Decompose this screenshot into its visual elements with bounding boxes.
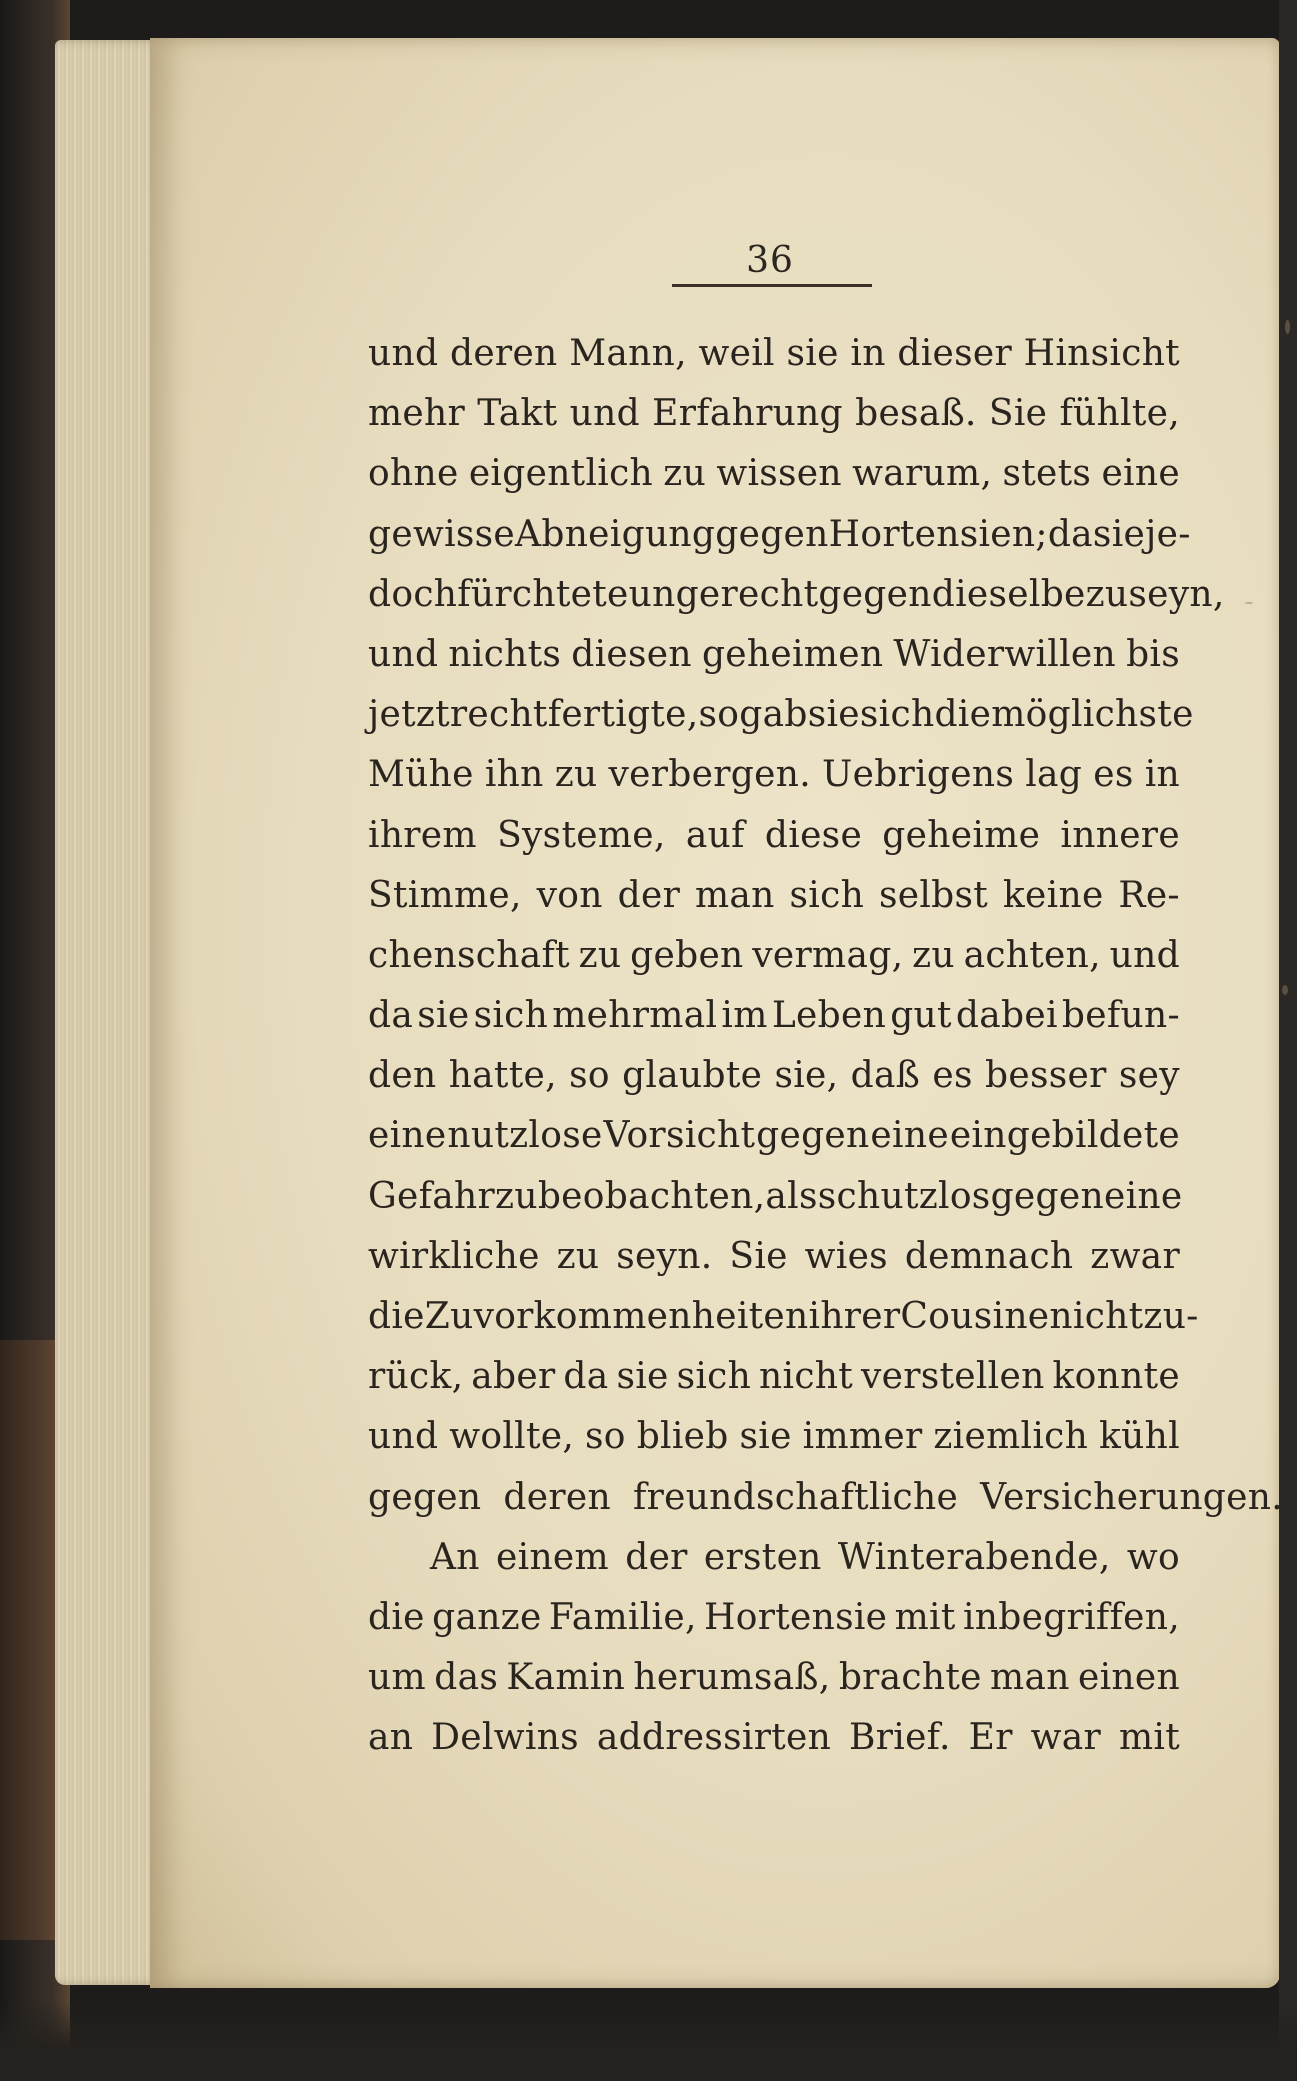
word: auf (685, 814, 745, 856)
word: mehr (368, 393, 466, 435)
text-line (368, 685, 1194, 745)
word: konnte (1052, 1356, 1180, 1398)
word: die (368, 1596, 425, 1638)
bottom-margin-edge (0, 2001, 1297, 2081)
word: rück, (368, 1356, 464, 1398)
word: stets (1002, 453, 1092, 495)
word: Er (968, 1717, 1013, 1759)
word: und (569, 393, 640, 435)
word: Delwins (431, 1717, 579, 1759)
word: wies (804, 1235, 888, 1277)
word: wirkliche (368, 1235, 540, 1277)
word: nichts (448, 633, 562, 675)
word: zu (578, 934, 622, 976)
word: glaubte (622, 1055, 763, 1097)
word: dieser (897, 333, 1012, 374)
word: Familie, (548, 1596, 697, 1638)
word: daß (850, 1055, 921, 1097)
paper-speck (1282, 985, 1288, 995)
text-line (368, 384, 1180, 444)
word: und (368, 1416, 439, 1458)
word: in (1144, 754, 1180, 796)
word: mit (1118, 1717, 1180, 1759)
word: Takt (477, 393, 558, 435)
word: sie (1092, 513, 1146, 555)
word: sich (789, 874, 865, 916)
word: man (694, 874, 775, 916)
word: eine (870, 1115, 949, 1157)
word: zu (556, 1235, 600, 1277)
word: besaß. (855, 393, 977, 435)
word: diesen (571, 633, 692, 675)
word: warum, (852, 453, 993, 495)
word: Widerwillen (893, 633, 1116, 675)
word: einen (1078, 1657, 1180, 1699)
word: da (563, 1356, 609, 1398)
word: so (698, 694, 740, 736)
text-line (368, 1528, 1180, 1588)
word: nutzlose (447, 1115, 603, 1157)
word: je- (1145, 513, 1191, 555)
text-line (368, 1468, 1283, 1528)
word: gut (890, 995, 952, 1037)
word: herumsaß, (633, 1657, 831, 1699)
word: Vorsicht (603, 1115, 756, 1157)
word: als (765, 1175, 818, 1217)
word: schutzlos (817, 1175, 991, 1217)
word: Abneigung (515, 513, 716, 555)
word: möglichste (991, 694, 1194, 736)
word: so (585, 1416, 626, 1458)
word: vermag, (752, 934, 904, 976)
word: keine (1002, 874, 1104, 916)
word: zu (554, 754, 598, 796)
word: sich (676, 1356, 752, 1398)
word: den (368, 1055, 437, 1097)
word: es (1093, 754, 1134, 796)
word: kühl (1099, 1416, 1180, 1458)
word: blieb (636, 1416, 729, 1458)
word: addressirten (596, 1717, 832, 1759)
word: eine (368, 1115, 447, 1157)
word: Systeme, (497, 814, 666, 856)
word: deren (449, 333, 558, 374)
word: Leben (771, 995, 887, 1037)
word: war (1030, 1717, 1102, 1759)
word: von (536, 874, 603, 916)
word: aber (471, 1356, 556, 1398)
word: Brief. (849, 1717, 951, 1759)
word: ihn (484, 754, 544, 796)
word: zu- (1143, 1296, 1199, 1337)
word: seyn. (616, 1235, 713, 1277)
word: da (368, 995, 414, 1037)
word: zu (1085, 573, 1129, 615)
text-line (368, 986, 1180, 1046)
word: Sie (988, 393, 1048, 435)
word: sie (417, 995, 470, 1037)
word: besser (985, 1055, 1107, 1097)
word: man (990, 1657, 1070, 1699)
text-line (368, 505, 1191, 565)
word: Kamin (506, 1657, 626, 1699)
word: zu (912, 934, 955, 976)
word: eigentlich (468, 453, 654, 495)
header-rule (672, 284, 872, 287)
text-line (368, 926, 1180, 986)
word: ohne (368, 453, 459, 495)
word: demnach (904, 1235, 1074, 1277)
text-line (368, 1227, 1180, 1287)
text-line (368, 866, 1180, 926)
word: deren (503, 1476, 611, 1518)
word: sey (1118, 1055, 1180, 1097)
word: und (368, 633, 439, 675)
word: innere (1060, 814, 1180, 856)
word: Re- (1118, 874, 1180, 916)
word: sie (807, 694, 860, 736)
word: gegen (368, 1476, 482, 1518)
word: ihrem (368, 814, 477, 856)
word: jetzt (368, 694, 450, 736)
word: mit (894, 1596, 956, 1638)
word: sie (739, 1416, 792, 1458)
word: dabei (955, 995, 1058, 1037)
word: Erfahrung (652, 393, 843, 435)
word: sie (786, 333, 839, 374)
word: nicht (759, 1356, 854, 1398)
word: der (617, 874, 681, 916)
word: wissen (716, 453, 842, 495)
word: Gefahr (368, 1175, 496, 1217)
word: dieselbe (931, 573, 1086, 615)
word: freundschaftliche (632, 1476, 959, 1518)
word: Zuvorkommenheiten (424, 1296, 809, 1337)
word: beobachten, (537, 1175, 766, 1217)
word: gegen (990, 1175, 1104, 1217)
word: inbegriffen, (962, 1596, 1180, 1638)
word: wollte, (449, 1416, 575, 1458)
word: hatte, (448, 1055, 557, 1097)
paper-speck (1285, 320, 1290, 334)
word: Hortensie (704, 1596, 888, 1638)
text-line (368, 1046, 1180, 1106)
word: ungerecht (628, 573, 819, 615)
word: Stimme, (368, 874, 522, 916)
text-line (368, 1648, 1180, 1708)
word: Uebrigens (822, 754, 1015, 796)
word: mehrmal (552, 995, 718, 1037)
word: selbst (878, 874, 989, 916)
right-margin-edge (1279, 0, 1297, 2081)
word: zu (663, 453, 707, 495)
word: nicht (1049, 1296, 1144, 1337)
body-text (368, 324, 1283, 1769)
word: Versicherungen. (980, 1476, 1283, 1518)
word: weil (698, 333, 775, 374)
word: einem (496, 1536, 609, 1578)
word: gegen (756, 1115, 870, 1157)
word: gewisse (368, 513, 516, 555)
word: die (368, 1296, 425, 1337)
word: geben (630, 934, 744, 976)
text-line (368, 1708, 1180, 1768)
word: lag (1025, 754, 1083, 796)
word: es (932, 1055, 973, 1097)
text-line (368, 1588, 1180, 1648)
word: sie (616, 1356, 669, 1398)
word: ziemlich (933, 1416, 1089, 1458)
page-number: 36 (746, 240, 794, 281)
word: Sie (729, 1235, 788, 1277)
word: Winterabende, (837, 1536, 1111, 1578)
word: seyn, (1128, 573, 1225, 615)
word: eingebildete (949, 1115, 1180, 1157)
word: geheime (882, 814, 1041, 856)
word: Mühe (368, 754, 474, 796)
text-line (368, 565, 1225, 625)
word: und (1109, 934, 1180, 976)
word: diese (764, 814, 863, 856)
text-line (368, 1167, 1183, 1227)
word: achten, (963, 934, 1101, 976)
word: Cousine (900, 1296, 1050, 1337)
word: die (934, 694, 992, 736)
word: An (430, 1536, 480, 1578)
text-line (368, 1106, 1180, 1166)
word: das (434, 1657, 499, 1699)
word: gegen (715, 513, 829, 555)
word: zu (495, 1175, 538, 1217)
word: fürchtete (457, 573, 629, 615)
word: gab (739, 694, 808, 736)
word: an (368, 1717, 414, 1759)
word: in (850, 333, 886, 374)
word: sich (859, 694, 935, 736)
word: bis (1126, 633, 1180, 675)
text-line (368, 625, 1180, 685)
word: chenschaft (368, 934, 570, 976)
word: befun- (1061, 995, 1180, 1037)
word: zwar (1090, 1235, 1180, 1277)
text-line (368, 745, 1180, 805)
text-line (368, 444, 1180, 504)
text-line (368, 1287, 1199, 1347)
word: verbergen. (608, 754, 811, 796)
text-line (368, 324, 1180, 384)
word: ihrer (808, 1296, 901, 1337)
word: Hinsicht (1023, 333, 1180, 374)
word: eine (1101, 453, 1180, 495)
word: geheimen (701, 633, 884, 675)
paper-speck (1245, 602, 1253, 604)
word: sie, (774, 1055, 839, 1097)
word: verstellen (860, 1356, 1045, 1398)
word: ersten (703, 1536, 822, 1578)
word: doch (368, 573, 458, 615)
word: so (569, 1055, 610, 1097)
word: ganze (432, 1596, 542, 1638)
text-line (368, 1407, 1180, 1467)
word: der (625, 1536, 688, 1578)
word: rechtfertigte, (449, 694, 699, 736)
word: gegen (818, 573, 932, 615)
word: um (368, 1657, 426, 1699)
word: fühlte, (1059, 393, 1180, 435)
word: sich (473, 995, 549, 1037)
word: im (721, 995, 768, 1037)
word: wo (1126, 1536, 1180, 1578)
word: und (368, 333, 439, 374)
text-line (368, 1347, 1180, 1407)
word: immer (802, 1416, 923, 1458)
word: da (1047, 513, 1093, 555)
stacked-page-edges (55, 40, 165, 1985)
word: brachte (838, 1657, 982, 1699)
word: Hortensien; (828, 513, 1048, 555)
text-line (368, 806, 1180, 866)
word: Mann, (569, 333, 687, 374)
word: eine (1103, 1175, 1183, 1217)
